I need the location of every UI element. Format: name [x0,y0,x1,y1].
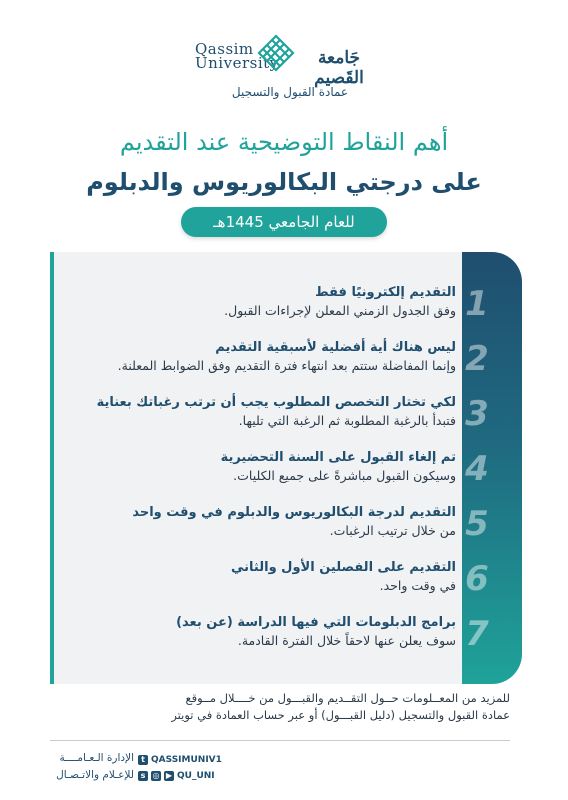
card-accent-rule [50,252,54,684]
point-title: ليس هناك أية أفضلية لأسبقية التقديم [215,340,456,355]
media-department [50,750,134,784]
point-description: في وقت واحد. [379,578,456,593]
instagram-icon: ◎ [152,771,160,780]
point-number: 1 [465,284,489,324]
point-description: سوف يعلن عنها لاحقاً خلال الفترة القادمة. [237,633,456,648]
point-item-7 [60,614,456,650]
twitter-handle-row[interactable] [138,752,258,768]
point-title: التقديم على الفصلين الأول والثاني [231,560,456,575]
point-item-2 [60,339,456,375]
logo-english-line2: University [195,54,279,72]
point-number: 2 [465,339,489,379]
footer-more-info [60,690,510,724]
footer-note-line1: للمزيد من المعــلومات حــول التقــديم والقبـــول من خــــلال مــوقع [185,691,510,705]
point-title: التقديم لدرجة البكالوريوس والدبلوم في وقت واحد [132,505,456,520]
twitter-handle: QASSIMUNIV1 [151,755,222,765]
point-description: وسيكون القبول مباشرةً على جميع الكليات. [233,468,456,483]
point-description: من خلال ترتيب الرغبات. [329,523,456,538]
point-number: 7 [465,614,489,654]
logo-deanship-subtitle: عمادة القبول والتسجيل [231,85,349,99]
footer-divider [50,740,510,741]
point-item-3 [60,394,456,430]
point-title: لكي تختار التخصص المطلوب يجب أن ترتب رغباتك بعناية [96,395,456,410]
dept-line2: للإعـلام والاتـصـال [56,769,134,781]
point-number: 5 [465,504,489,544]
headline-primary: أهم النقاط التوضيحية عند التقديم [119,128,449,156]
point-title: تم إلغاء القبول على السنة التحضيرية [220,450,456,465]
point-item-5 [60,504,456,540]
logo-arabic-name: جَامعة القَصيم [314,48,364,88]
point-number: 3 [465,394,489,434]
point-description: وإنما المفاضلة ستتم بعد انتهاء فترة التقديم وفق الضوابط المعلنة. [117,358,456,373]
point-title: التقديم إلكترونيًا فقط [315,285,456,300]
twitter-icon: t [138,755,148,765]
academic-year-badge: للعام الجامعي 1445هـ [181,207,387,237]
footer-note-line2: عمادة القبول والتسجيل (دليل القبـــول) أو عبر حساب العمادة في تويتر [171,708,510,722]
youtube-icon: ▶ [165,771,173,780]
university-logo [195,30,385,108]
point-number: 6 [465,559,489,599]
point-title: برامج الدبلومات التي فيها الدراسة (عن بعد) [176,615,456,630]
logo-english-line1: Qassim [195,40,254,58]
social-handle: QU_UNI [177,771,215,781]
point-item-4 [60,449,456,485]
headline-secondary: على درجتي البكالوريوس والدبلوم [86,168,482,196]
point-number: 4 [465,449,489,489]
dept-line1: الإدارة الـعـامــــة [59,752,134,764]
point-description: فتبدأ بالرغبة المطلوبة ثم الرغبة التي تليها. [238,413,456,428]
point-item-1 [60,284,456,320]
point-item-6 [60,559,456,595]
social-handles [138,752,258,784]
social-handle-row[interactable] [138,768,258,784]
snapchat-icon: s [138,771,148,781]
point-description: وفق الجدول الزمني المعلن لإجراءات القبول. [224,303,456,318]
